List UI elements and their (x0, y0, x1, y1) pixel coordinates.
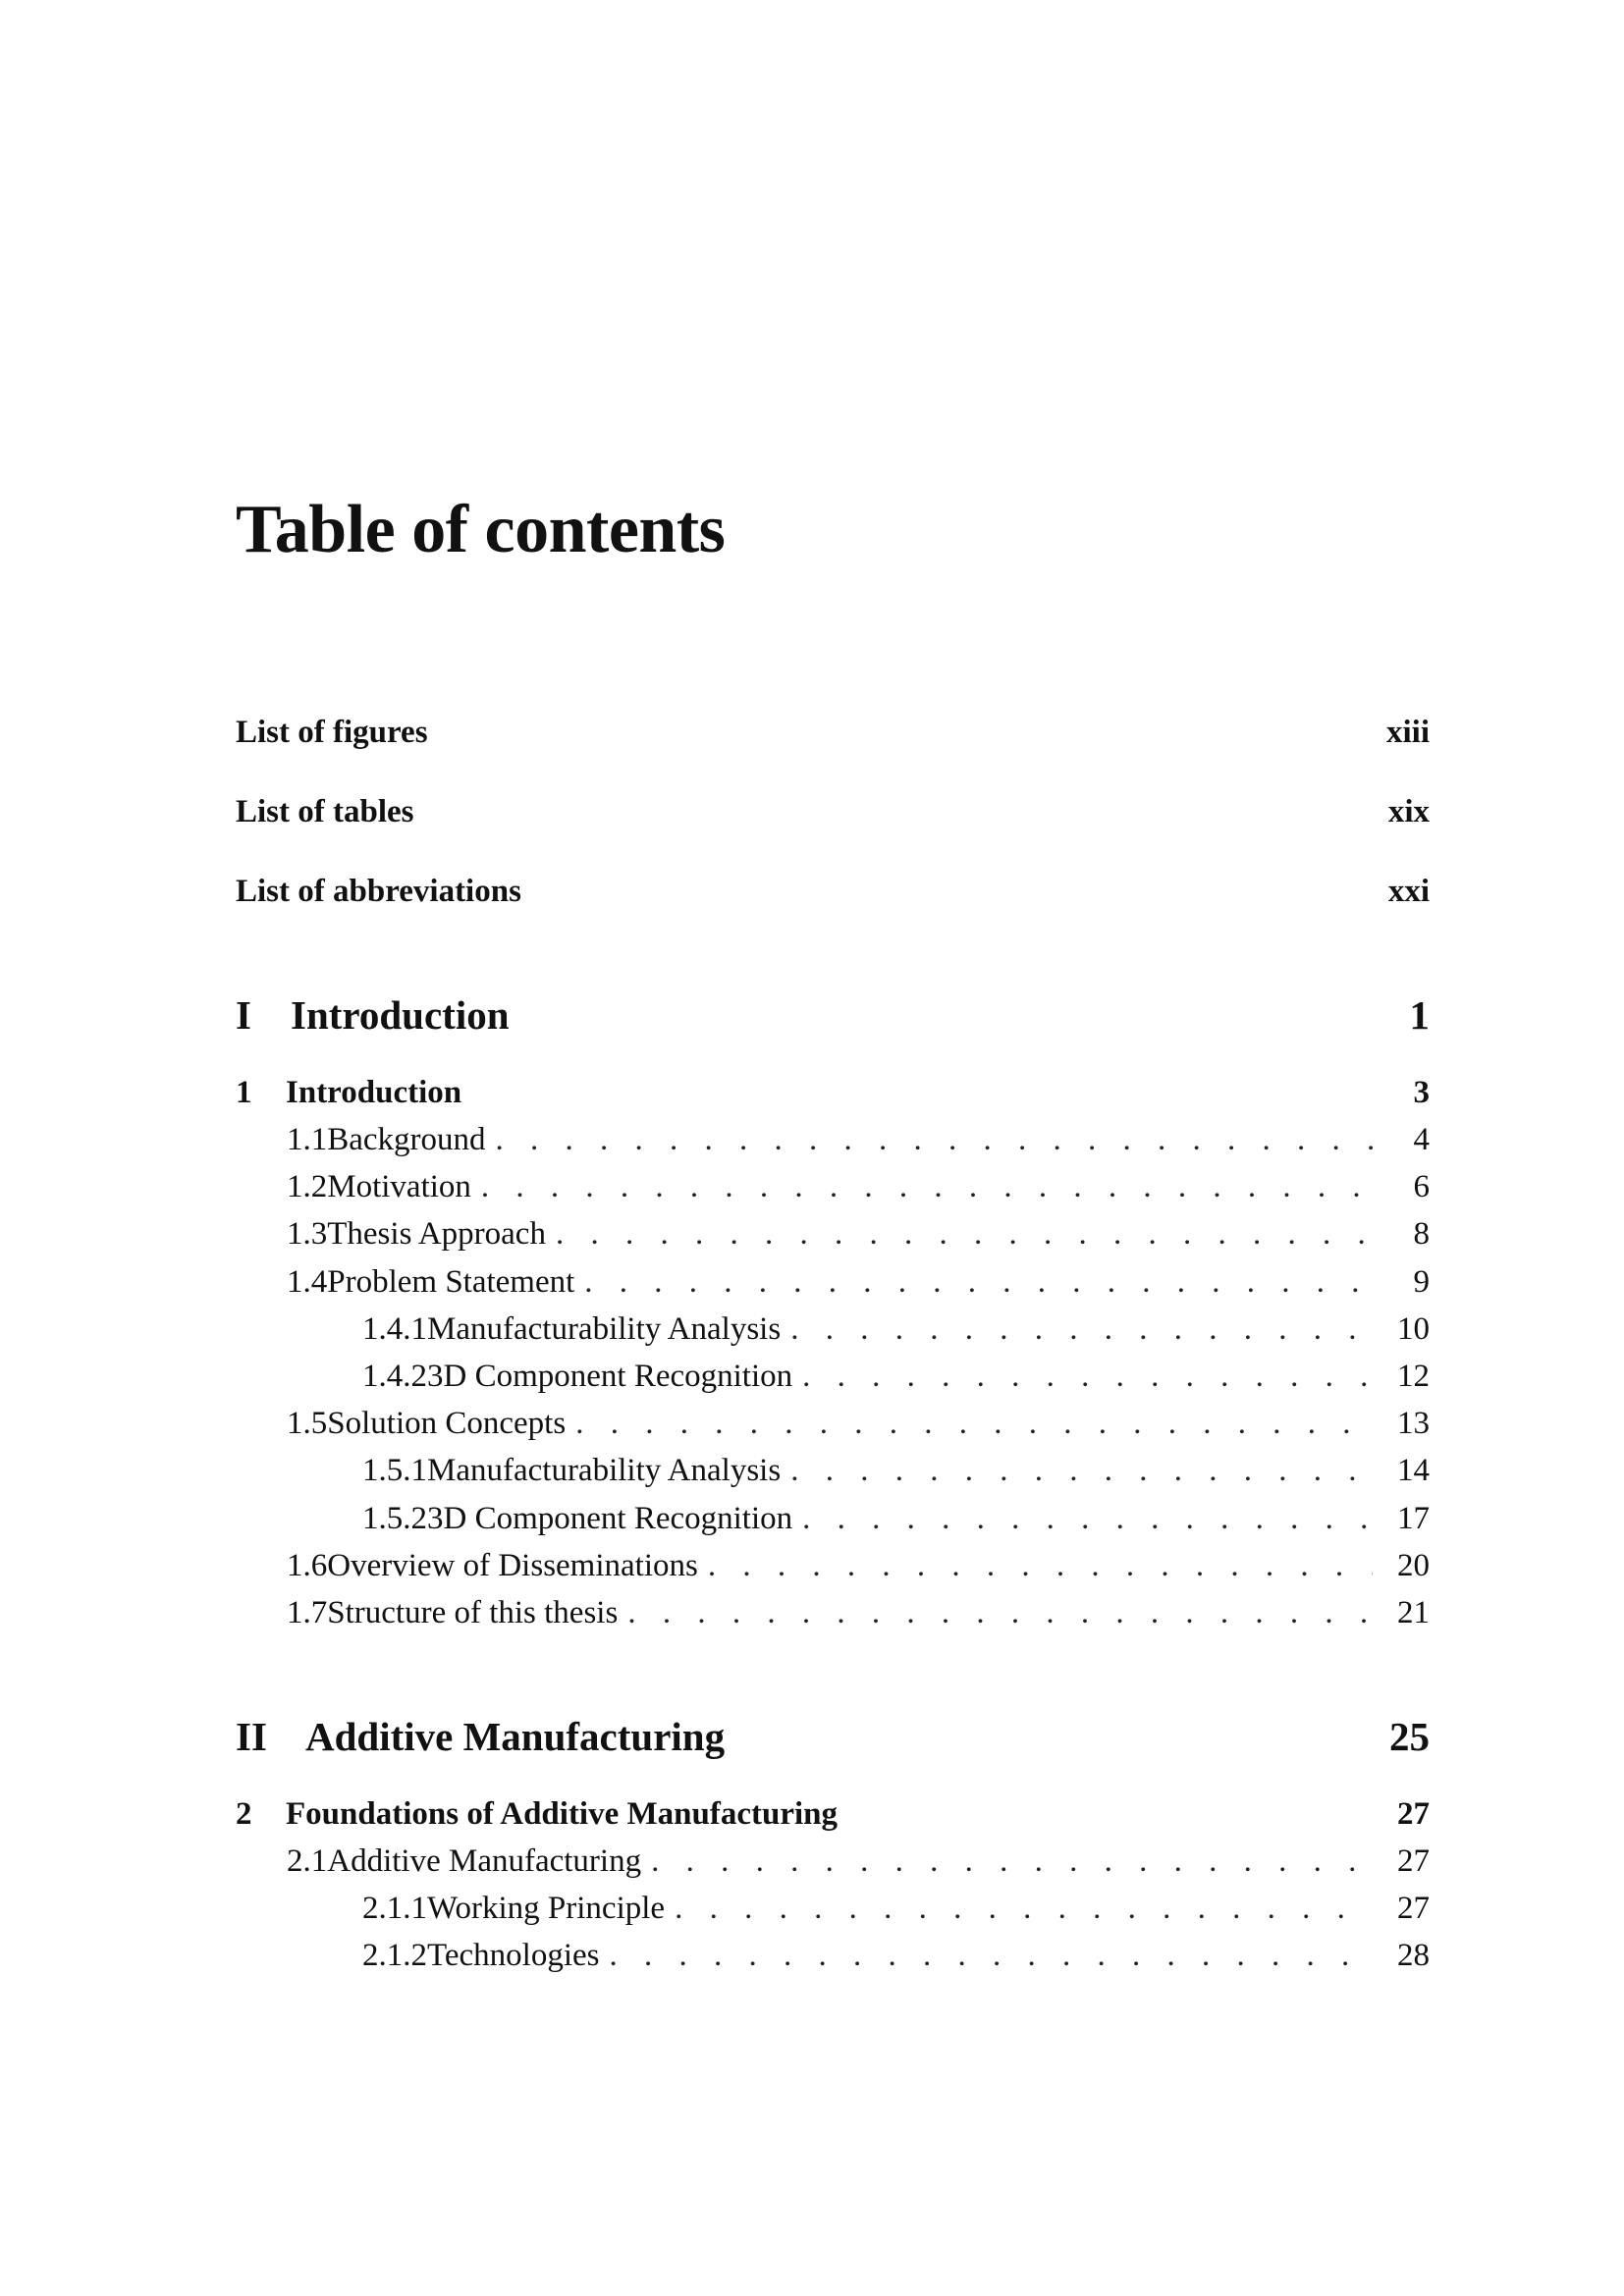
section-page: 13 (1397, 1406, 1430, 1441)
subsection-number: 2.1.2 (362, 1938, 427, 1973)
toc-subsection-1-5-1[interactable] (236, 1453, 1430, 1496)
toc-entry-list-of-abbreviations[interactable] (236, 874, 1430, 917)
dot-leader (651, 1843, 1373, 1880)
chapter-page: 3 (1413, 1075, 1430, 1110)
toc-section-1-3[interactable] (236, 1216, 1430, 1259)
toc-entry-list-of-figures[interactable] (236, 715, 1430, 758)
dot-leader (675, 1891, 1373, 1927)
subsection-page: 14 (1397, 1453, 1430, 1488)
section-number: 1.6 (287, 1548, 328, 1583)
toc-entry-page: xix (1387, 794, 1430, 829)
toc-entry-title: List of abbreviations (236, 874, 521, 909)
toc-entry-title: List of tables (236, 794, 414, 829)
part-title: Introduction (291, 992, 510, 1038)
subsection-page: 28 (1397, 1938, 1430, 1973)
subsection-page: 10 (1397, 1311, 1430, 1347)
dot-leader (609, 1938, 1373, 1974)
section-number: 1.4 (287, 1264, 328, 1300)
toc-section-1-5[interactable] (236, 1406, 1430, 1449)
dot-leader (627, 1595, 1373, 1631)
dot-leader (802, 1501, 1373, 1537)
subsection-number: 2.1.1 (362, 1891, 427, 1926)
subsection-title: Manufacturability Analysis (427, 1453, 782, 1488)
toc-section-1-4[interactable] (236, 1264, 1430, 1308)
section-number: 1.1 (287, 1122, 328, 1157)
part-number: I (236, 992, 251, 1038)
subsection-number: 1.5.1 (362, 1453, 427, 1488)
section-title: Solution Concepts (327, 1406, 567, 1441)
chapter-number: 2 (236, 1796, 252, 1832)
dot-leader (790, 1453, 1373, 1489)
toc-entry-list-of-tables[interactable] (236, 794, 1430, 837)
dot-leader (556, 1216, 1373, 1253)
toc-subsection-1-5-2[interactable] (236, 1501, 1430, 1544)
chapter-number: 1 (236, 1075, 252, 1110)
section-title: Overview of Disseminations (327, 1548, 698, 1583)
dot-leader (575, 1406, 1373, 1442)
section-number: 1.7 (287, 1595, 328, 1630)
toc-subsection-1-4-1[interactable] (236, 1311, 1430, 1355)
section-title: Structure of this thesis (327, 1595, 619, 1630)
subsection-page: 17 (1397, 1501, 1430, 1536)
toc-entry-page: xxi (1387, 874, 1430, 909)
part-title: Additive Manufacturing (305, 1714, 726, 1759)
section-page: 6 (1413, 1169, 1430, 1204)
section-page: 20 (1397, 1548, 1430, 1583)
toc-subsection-2-1-1[interactable] (236, 1891, 1430, 1934)
section-number: 1.2 (287, 1169, 328, 1204)
dot-leader (802, 1359, 1373, 1395)
subsection-title: 3D Component Recognition (427, 1501, 793, 1536)
subsection-number: 1.5.2 (362, 1501, 427, 1536)
section-page: 8 (1413, 1216, 1430, 1252)
section-title: Additive Manufacturing (327, 1843, 642, 1879)
part-page: 1 (1409, 992, 1430, 1038)
section-number: 1.5 (287, 1406, 328, 1441)
section-page: 21 (1397, 1595, 1430, 1630)
section-title: Motivation (327, 1169, 471, 1204)
section-page: 27 (1397, 1843, 1430, 1879)
section-number: 2.1 (287, 1843, 328, 1879)
subsection-number: 1.4.2 (362, 1359, 427, 1394)
subsection-title: Technologies (427, 1938, 600, 1973)
page-title: Table of contents (236, 492, 726, 567)
subsection-title: 3D Component Recognition (427, 1359, 793, 1394)
toc-entry-title: List of figures (236, 715, 428, 750)
dot-leader (481, 1169, 1373, 1205)
dot-leader (496, 1122, 1373, 1158)
toc-part-ii[interactable] (236, 1713, 1430, 1764)
toc-section-1-7[interactable] (236, 1595, 1430, 1638)
toc-chapter-1[interactable] (236, 1075, 1430, 1118)
section-number: 1.3 (287, 1216, 328, 1252)
chapter-title: Introduction (286, 1075, 462, 1110)
toc-subsection-1-4-2[interactable] (236, 1359, 1430, 1402)
part-page: 25 (1389, 1714, 1430, 1759)
chapter-page: 27 (1397, 1796, 1430, 1832)
toc-entry-page: xiii (1385, 715, 1430, 750)
subsection-number: 1.4.1 (362, 1311, 427, 1347)
subsection-title: Working Principle (427, 1891, 666, 1926)
subsection-page: 27 (1397, 1891, 1430, 1926)
toc-section-1-1[interactable] (236, 1122, 1430, 1165)
chapter-title: Foundations of Additive Manufacturing (286, 1796, 838, 1832)
toc-subsection-2-1-2[interactable] (236, 1938, 1430, 1981)
section-page: 4 (1413, 1122, 1430, 1157)
toc-section-1-2[interactable] (236, 1169, 1430, 1212)
toc-section-1-6[interactable] (236, 1548, 1430, 1591)
toc-section-2-1[interactable] (236, 1843, 1430, 1887)
subsection-page: 12 (1397, 1359, 1430, 1394)
dot-leader (708, 1548, 1373, 1584)
section-page: 9 (1413, 1264, 1430, 1300)
section-title: Background (327, 1122, 486, 1157)
toc-chapter-2[interactable] (236, 1796, 1430, 1840)
subsection-title: Manufacturability Analysis (427, 1311, 782, 1347)
dot-leader (790, 1311, 1373, 1348)
section-title: Problem Statement (327, 1264, 575, 1300)
section-title: Thesis Approach (327, 1216, 546, 1252)
toc-part-i[interactable] (236, 991, 1430, 1042)
part-number: II (236, 1714, 267, 1759)
dot-leader (584, 1264, 1373, 1301)
